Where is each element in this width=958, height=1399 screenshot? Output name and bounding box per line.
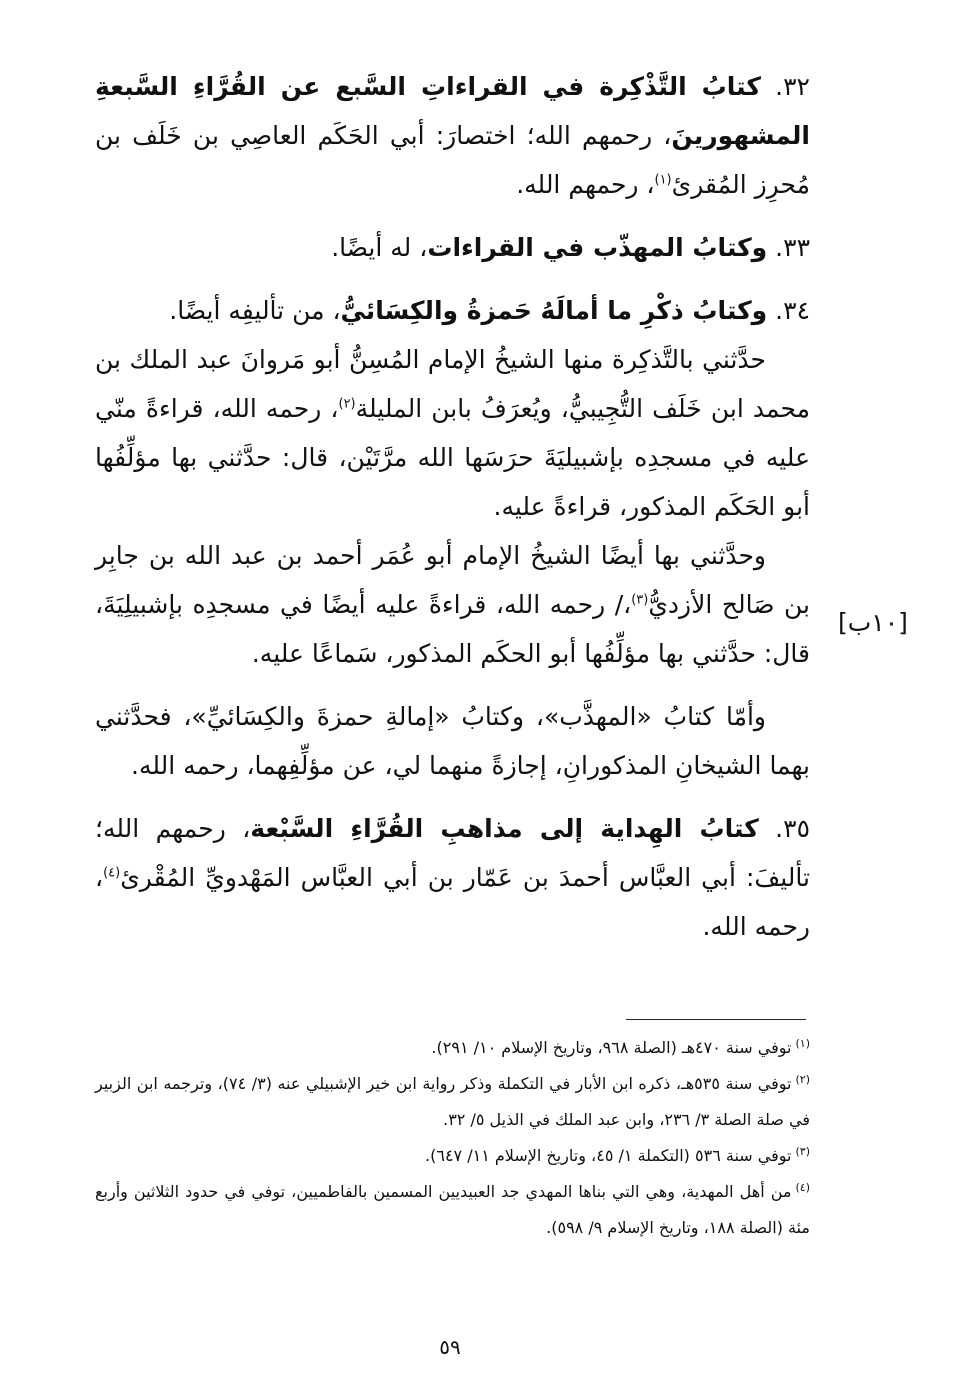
footnote-text: توفي سنة ٤٧٠هـ (الصلة ٩٦٨، وتاريخ الإسلام ١٠/ ٢٩١). xyxy=(431,1038,792,1057)
entry-number: ٣٤. xyxy=(767,296,810,325)
footnote-marker: (٤) xyxy=(795,1180,810,1194)
book-title: وكتابُ ذكْرِ ما أمالَهُ حَمزةُ والكِسَائيُّ xyxy=(340,296,768,325)
paragraph-text: وحدَّثني بها أيضًا الشيخُ الإمام أبو عُمَر أحمد بن عبد الله بن جابِر بن صَالح الأزديُّ xyxy=(95,541,811,619)
entry-33 xyxy=(95,223,810,272)
page-number: ٥٩ xyxy=(439,1335,461,1359)
entry-35 xyxy=(95,804,810,951)
entry-number: ٣٣. xyxy=(767,233,810,262)
footnote-reference[interactable]: (٢) xyxy=(338,396,356,412)
entry-number: ٣٢. xyxy=(760,72,810,101)
footnote-marker: (٣) xyxy=(795,1144,810,1158)
footnote-1 xyxy=(95,1030,810,1066)
paragraph-chain-3: وأمّا كتابُ «المهذَّب»، وكتابُ «إمالةِ حمزةَ والكِسَائيِّ»، فحدَّثني بهما الشيخانِ المذكورانِ، إجازةً منهما لي، عن مؤلِّفِهما، رحمه الله. xyxy=(95,702,810,780)
paragraph-chain-1 xyxy=(95,335,810,531)
entry-34 xyxy=(95,286,810,335)
footnote-marker: (٢) xyxy=(795,1072,810,1086)
paragraph-text: حدَّثني بالتَّذكِرة منها الشيخُ الإمام المُسِنُّ أبو مَروانَ عبد الملك بن محمد ابن خَلَف التُّجِيبيُّ، ويُعرَفُ بابن المليلة xyxy=(95,345,810,423)
footnote-4 xyxy=(95,1174,810,1246)
book-title: كتابُ الهِداية إلى مذاهبِ القُرَّاءِ السَّبْعة xyxy=(250,814,759,843)
entry-text: ، رحمهم الله؛ تأليفَ: أبي العبَّاس أحمدَ بن عَمّار بن أبي العبَّاس المَهْدويِّ المُقْرئ xyxy=(95,814,810,892)
entry-text: ، له أيضًا. xyxy=(331,233,428,262)
footnote-reference[interactable]: (٤) xyxy=(103,865,121,881)
main-text xyxy=(95,62,810,951)
entry-32 xyxy=(95,62,810,209)
entry-text: ، رحمه الله. xyxy=(95,863,810,941)
paragraph-chain-2 xyxy=(95,531,810,678)
entry-number: ٣٥. xyxy=(758,814,810,843)
footnote-3 xyxy=(95,1138,810,1174)
footnote-reference[interactable]: (١) xyxy=(654,172,672,188)
entry-text: ، رحمهم الله. xyxy=(516,170,655,199)
entry-text: ، رحمهم الله؛ اختصارَ: أبي الحَكَم العاصِي بن خَلَف بن مُحرِز المُقرئ xyxy=(95,121,810,199)
paragraph-text: ، رحمه الله، قراءةً منّي عليه في مسجدِه بإشبيليَةَ حرَسَها الله مرَّتَيْن، قال: حدَّثني بها مؤلِّفُها أبو الحَكَم المذكور، قراءةً عليه. xyxy=(95,394,810,521)
footnote-text: توفي سنة ٥٣٥هـ، ذكره ابن الأبار في التكملة وذكر رواية ابن خير الإشبيلي عنه (٣/ ٧٤)، وترجمه ابن الزبير في صلة الصلة ٣/ ٢٣٦، وابن عبد الملك في الذيل ٥/ ٣٢. xyxy=(95,1074,810,1129)
book-title: وكتابُ المهذّب في القراءات xyxy=(427,233,768,262)
paragraph-text: ،/ رحمه الله، قراءةً عليه أيضًا في مسجدِه بإشبيلِيَةَ، قال: حدَّثني بها مؤلِّفُها أبو الحكَم المذكور، سَماعًا عليه. xyxy=(95,590,810,668)
book-title: كتابُ التَّذْكِرة في القراءاتِ السَّبع عن القُرَّاءِ السَّبعةِ المشهورينَ xyxy=(95,72,810,150)
footnote-text: من أهل المهدية، وهي التي بناها المهدي جد العبيديين المسمين بالفاطميين، توفي في حدود الثلاثين وأربع مئة (الصلة ١٨٨، وتاريخ الإسلام ٩/ ٥٩٨). xyxy=(95,1182,810,1237)
footnote-text: توفي سنة ٥٣٦ (التكملة ١/ ٤٥، وتاريخ الإسلام ١١/ ٦٤٧). xyxy=(425,1146,792,1165)
footnote-marker: (١) xyxy=(795,1036,810,1050)
entry-text: ، من تأليفِه أيضًا. xyxy=(169,296,341,325)
footnote-reference[interactable]: (٣) xyxy=(631,592,649,608)
footnote-separator xyxy=(626,1019,806,1020)
footnote-2 xyxy=(95,1066,810,1138)
manuscript-folio-marker: [١٠ب] xyxy=(838,608,908,637)
footnotes xyxy=(95,1030,810,1246)
